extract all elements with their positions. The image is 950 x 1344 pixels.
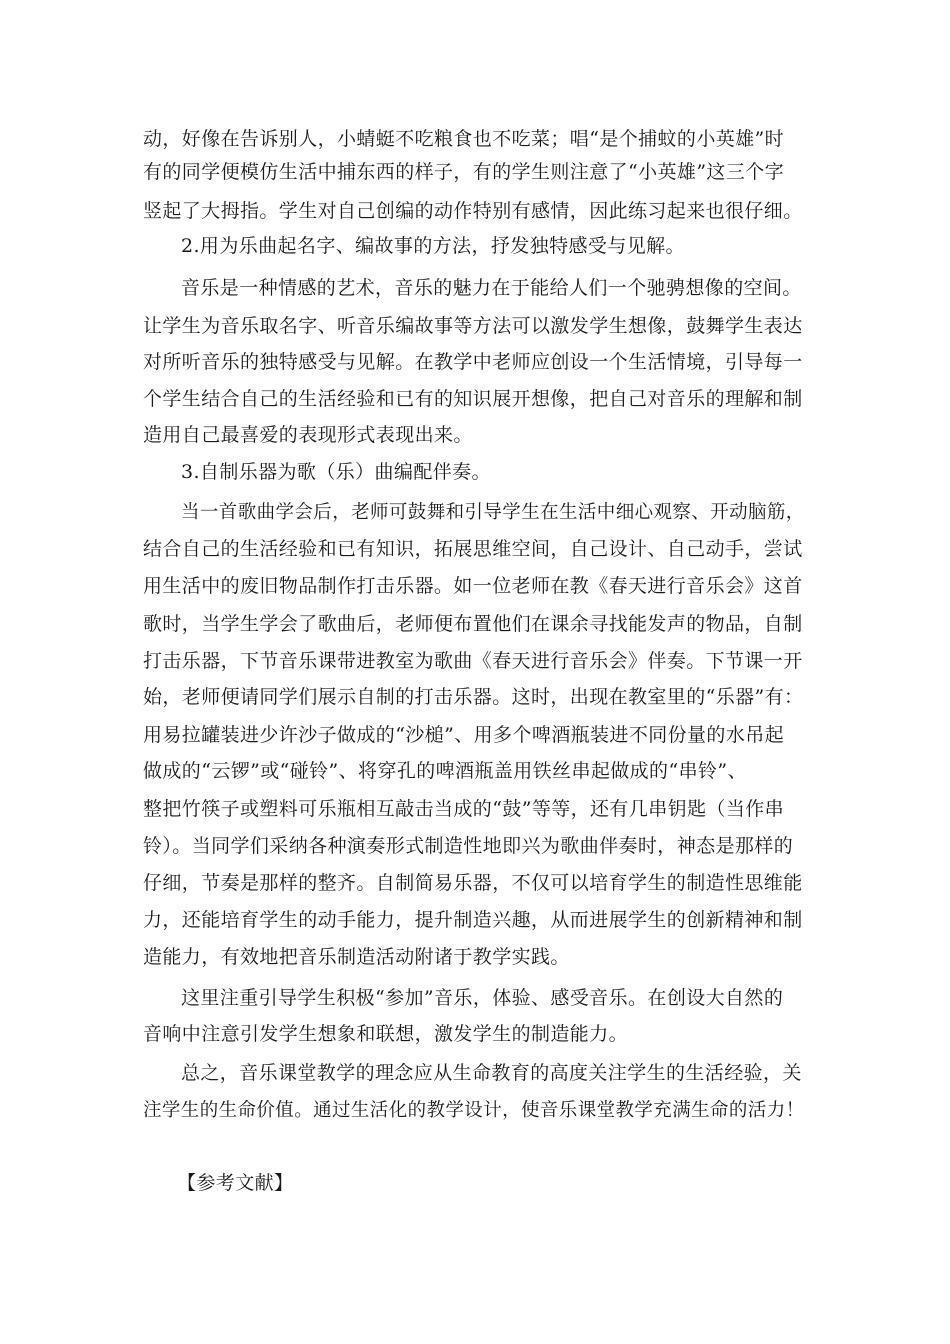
text-line: 注学生的生命价值。通过生活化的教学设计，使音乐课堂教学充满生命的活力！ bbox=[143, 1100, 805, 1121]
text-line: 用易拉罐装进少许沙子做成的“沙槌”、用多个啤酒瓶装进不同份量的水吊起 bbox=[143, 724, 785, 746]
text-line: 当一首歌曲学会后，老师可鼓舞和引导学生在生活中细心观察、开动脑筋， bbox=[181, 502, 805, 523]
section-heading-3: 3.自制乐器为歌（乐）曲编配伴奏。 bbox=[181, 461, 491, 483]
text-line: 竖起了大拇指。学生对自己创编的动作特别有感情，因此练习起来也很仔细。 bbox=[143, 200, 803, 222]
section-heading-2: 2.用为乐曲起名字、编故事的方法，抒发独特感受与见解。 bbox=[181, 235, 685, 257]
text-line: 有的同学便模仿生活中捕东西的样子，有的学生则注意了“小英雄”这三个字 bbox=[143, 161, 785, 183]
text-line: 整把竹筷子或塑料可乐瓶相互敲击当成的“鼓”等等，还有几串钥匙（当作串 bbox=[143, 798, 785, 820]
text-line: 个学生结合自己的生活经验和已有的知识展开想像，把自己对音乐的理解和制 bbox=[143, 388, 803, 410]
text-line: 让学生为音乐取名字、听音乐编故事等方法可以激发学生想像，鼓舞学生表达 bbox=[143, 315, 803, 337]
text-line: 音响中注意引发学生想象和联想，激发学生的制造能力。 bbox=[143, 1023, 629, 1045]
references-heading: 【参考文献】 bbox=[177, 1172, 294, 1194]
text-line: 造用自己最喜爱的表现形式表现出来。 bbox=[143, 424, 473, 446]
text-line: 对所听音乐的独特感受与见解。在教学中老师应创设一个生活情境，引导每一 bbox=[143, 351, 803, 373]
text-line: 铃）。当同学们采纳各种演奏形式制造性地即兴为歌曲伴奏时，神态是那样的 bbox=[143, 835, 794, 857]
text-line: 音乐是一种情感的艺术，音乐的魅力在于能给人们一个驰骋想像的空间。 bbox=[181, 277, 802, 299]
text-line: 总之，音乐课堂教学的理念应从生命教育的高度关注学生的生活经验，关 bbox=[181, 1062, 802, 1084]
text-line: 结合自己的生活经验和已有知识，拓展思维空间，自己设计、自己动手，尝试 bbox=[143, 538, 803, 560]
text-line: 仔细，节奏是那样的整齐。自制简易乐器，不仅可以培育学生的制造性思维能 bbox=[143, 872, 803, 894]
text-line: 打击乐器，下节音乐课带进教室为歌曲《春天进行音乐会》伴奏。下节课一开 bbox=[143, 650, 803, 672]
text-line: 这里注重引导学生积极“参加”音乐，体验、感受音乐。在创设大自然的 bbox=[181, 987, 784, 1009]
text-line: 始，老师便请同学们展示自制的打击乐器。这时，出现在教室里的“乐器”有： bbox=[143, 686, 804, 708]
text-line: 力，还能培育学生的动手能力，提升制造兴趣，从而进展学生的创新精神和制 bbox=[143, 909, 803, 931]
text-line: 歌时，当学生学会了歌曲后，老师便布置他们在课余寻找能发声的物品，自制 bbox=[143, 613, 803, 635]
text-line: 造能力，有效地把音乐制造活动附诸于教学实践。 bbox=[143, 946, 570, 968]
text-line: 做成的“云锣”或“碰铃”、将穿孔的啤酒瓶盖用铁丝串起做成的“串铃”、 bbox=[143, 760, 747, 782]
text-line: 动，好像在告诉别人，小蜻蜓不吃粮食也不吃菜；唱“是个捕蚊的小英雄”时 bbox=[143, 128, 785, 150]
text-line: 用生活中的废旧物品制作打击乐器。如一位老师在教《春天进行音乐会》这首 bbox=[143, 575, 803, 597]
